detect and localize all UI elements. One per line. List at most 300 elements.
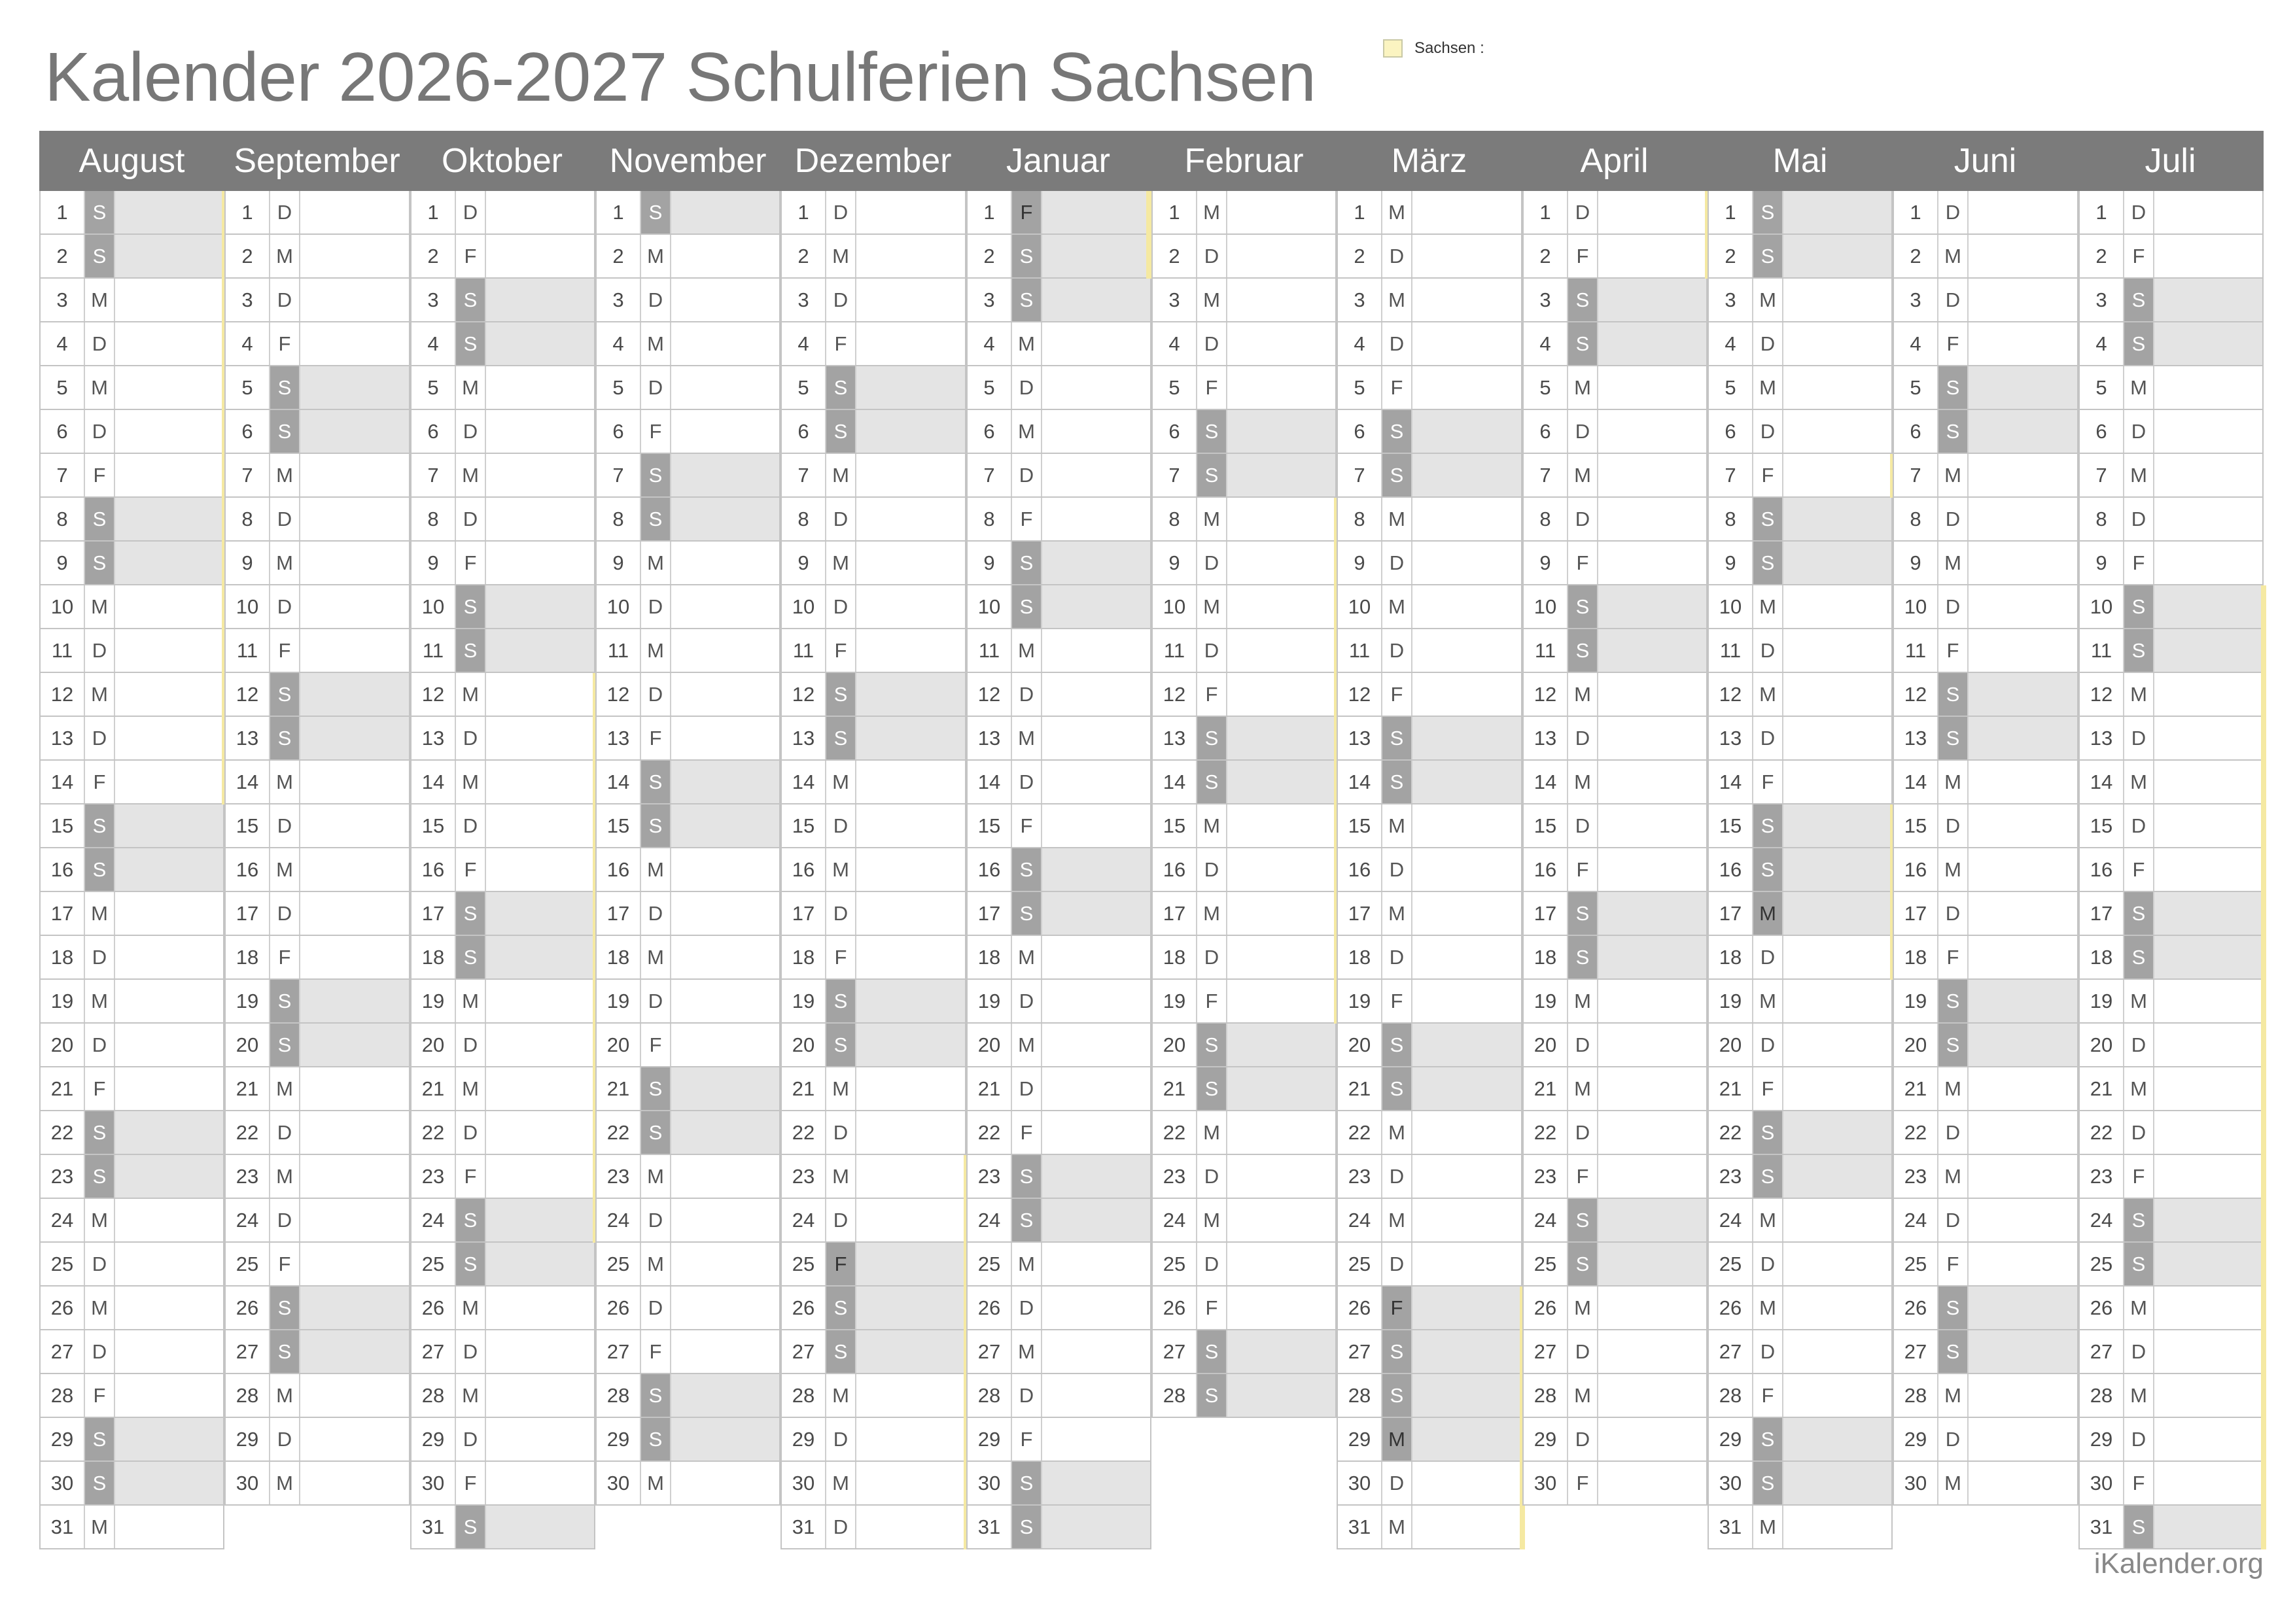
- day-weekday: D: [825, 279, 856, 321]
- day-number: 11: [607, 639, 629, 662]
- day-fill: [1227, 629, 1335, 672]
- day-fill: [1783, 848, 1891, 891]
- day-weekday: D: [825, 585, 856, 628]
- day-fill: [1969, 585, 2077, 628]
- day-row: [780, 1506, 966, 1549]
- day-fill: [2154, 542, 2262, 584]
- day-weekday: M: [825, 1374, 856, 1417]
- day-fill: [1598, 235, 1706, 277]
- day-weekday: D: [1567, 498, 1598, 540]
- day-fill: [856, 366, 965, 409]
- day-number: 4: [1725, 332, 1736, 355]
- day-weekday: F: [1567, 542, 1598, 584]
- day-number: 3: [612, 288, 624, 311]
- day-weekday: D: [84, 629, 115, 672]
- day-number: 16: [1533, 858, 1557, 881]
- day-weekday: F: [84, 761, 115, 803]
- day-number: 16: [50, 858, 74, 881]
- day-number: 17: [1904, 902, 1927, 925]
- day-row: [39, 936, 224, 980]
- day-fill: [300, 717, 409, 759]
- day-fill: [486, 1024, 594, 1066]
- day-weekday: F: [1196, 980, 1227, 1022]
- day-number: 28: [1348, 1384, 1371, 1407]
- day-fill: [671, 629, 779, 672]
- day-weekday: M: [2123, 673, 2154, 716]
- day-number: 21: [792, 1077, 815, 1100]
- day-fill: [486, 892, 594, 935]
- day-number: 22: [1533, 1121, 1557, 1144]
- day-number: 20: [1719, 1033, 1742, 1056]
- day-number: 6: [1725, 420, 1736, 443]
- day-weekday: M: [640, 235, 671, 277]
- day-row: [224, 936, 410, 980]
- day-fill: [1227, 1067, 1335, 1110]
- day-weekday: S: [1752, 1111, 1783, 1154]
- day-fill: [1042, 585, 1150, 628]
- day-fill: [486, 191, 594, 233]
- day-number: 5: [427, 376, 439, 399]
- day-row: [1522, 1243, 1708, 1287]
- day-weekday: S: [640, 498, 671, 540]
- day-weekday: S: [1752, 1418, 1783, 1460]
- day-weekday: F: [825, 629, 856, 672]
- day-row: [595, 1199, 780, 1243]
- day-fill: [1783, 1287, 1891, 1329]
- day-number: 17: [977, 902, 1001, 925]
- day-row: [595, 936, 780, 980]
- day-weekday: D: [2123, 1330, 2154, 1373]
- day-fill: [856, 936, 965, 978]
- day-fill: [115, 761, 223, 803]
- day-number: 9: [1539, 551, 1551, 574]
- day-weekday: D: [1567, 410, 1598, 453]
- day-weekday: S: [1011, 585, 1042, 628]
- day-fill: [1598, 1374, 1706, 1417]
- day-number: 8: [56, 508, 68, 530]
- day-number: 17: [606, 902, 630, 925]
- day-row: [1151, 1111, 1337, 1155]
- day-number: 15: [792, 814, 815, 837]
- day-number: 21: [1904, 1077, 1927, 1100]
- day-number: 18: [421, 946, 445, 969]
- day-weekday: S: [1937, 673, 1969, 716]
- day-number: 6: [241, 420, 253, 443]
- day-fill: [1042, 936, 1150, 978]
- day-fill: [671, 542, 779, 584]
- day-row: [595, 1155, 780, 1199]
- day-weekday: M: [825, 761, 856, 803]
- day-number: 3: [797, 288, 809, 311]
- day-row: [1151, 848, 1337, 892]
- day-row: [410, 454, 595, 498]
- day-fill: [1783, 366, 1891, 409]
- day-weekday: M: [455, 980, 486, 1022]
- day-row: [1708, 235, 1893, 279]
- day-row: [1337, 542, 1522, 585]
- day-weekday: F: [84, 1067, 115, 1110]
- day-row: [1522, 235, 1708, 279]
- day-fill: [1412, 673, 1521, 716]
- day-row: [1893, 279, 2078, 322]
- day-fill: [1783, 1374, 1891, 1417]
- day-weekday: S: [84, 804, 115, 847]
- day-fill: [486, 1155, 594, 1198]
- day-number: 21: [977, 1077, 1001, 1100]
- day-weekday: S: [1937, 410, 1969, 453]
- day-fill: [671, 936, 779, 978]
- day-row: [224, 980, 410, 1024]
- day-fill: [671, 1418, 779, 1460]
- day-weekday: S: [2123, 892, 2154, 935]
- day-weekday: M: [1381, 1418, 1412, 1460]
- day-row: [1893, 980, 2078, 1024]
- day-number: 1: [1725, 201, 1736, 224]
- day-fill: [856, 761, 965, 803]
- day-fill: [486, 980, 594, 1022]
- day-weekday: F: [1381, 673, 1412, 716]
- day-fill: [1227, 322, 1335, 365]
- day-row: [39, 980, 224, 1024]
- day-number: 18: [1904, 946, 1927, 969]
- day-weekday: M: [1011, 410, 1042, 453]
- day-number: 17: [421, 902, 445, 925]
- vacation-marker: [2261, 1024, 2266, 1067]
- day-number: 2: [1168, 245, 1180, 268]
- day-fill: [671, 1024, 779, 1066]
- day-row: [39, 366, 224, 410]
- day-fill: [300, 585, 409, 628]
- day-fill: [2154, 1418, 2262, 1460]
- day-number: 27: [236, 1340, 259, 1363]
- vacation-marker: [2261, 1330, 2266, 1374]
- day-fill: [1598, 848, 1706, 891]
- day-fill: [1412, 804, 1521, 847]
- day-number: 11: [1534, 639, 1556, 662]
- day-fill: [2154, 1067, 2262, 1110]
- day-fill: [115, 1024, 223, 1066]
- day-fill: [1412, 1199, 1521, 1241]
- day-number: 2: [1910, 245, 1921, 268]
- day-weekday: D: [640, 585, 671, 628]
- day-row: [1522, 585, 1708, 629]
- day-number: 29: [1348, 1428, 1371, 1451]
- day-weekday: M: [1752, 366, 1783, 409]
- day-weekday: M: [1567, 761, 1598, 803]
- day-row: [966, 366, 1151, 410]
- day-number: 21: [606, 1077, 630, 1100]
- day-row: [966, 498, 1151, 542]
- day-number: 21: [2090, 1077, 2113, 1100]
- day-number: 5: [56, 376, 68, 399]
- day-fill: [1598, 1111, 1706, 1154]
- day-fill: [1783, 1111, 1891, 1154]
- day-weekday: D: [269, 1111, 300, 1154]
- day-fill: [1969, 1462, 2077, 1504]
- day-weekday: M: [2123, 1287, 2154, 1329]
- day-number: 26: [1163, 1296, 1186, 1319]
- day-row: [2078, 454, 2264, 498]
- day-fill: [671, 279, 779, 321]
- day-number: 28: [606, 1384, 630, 1407]
- day-fill: [115, 1374, 223, 1417]
- vacation-marker: [2261, 1199, 2266, 1243]
- day-row: [1522, 1111, 1708, 1155]
- day-row: [1522, 1330, 1708, 1374]
- day-row: [1522, 892, 1708, 936]
- day-row: [39, 848, 224, 892]
- day-number: 2: [612, 245, 624, 268]
- day-fill: [1412, 892, 1521, 935]
- day-fill: [1598, 1243, 1706, 1285]
- day-number: 9: [797, 551, 809, 574]
- day-fill: [1042, 717, 1150, 759]
- day-row: [410, 1155, 595, 1199]
- day-weekday: D: [269, 804, 300, 847]
- day-number: 12: [421, 683, 445, 706]
- day-weekday: D: [2123, 191, 2154, 233]
- day-number: 31: [50, 1515, 74, 1538]
- day-number: 19: [606, 990, 630, 1012]
- day-number: 13: [1904, 727, 1927, 750]
- day-weekday: M: [1196, 585, 1227, 628]
- day-fill: [856, 1418, 965, 1460]
- day-weekday: D: [1752, 410, 1783, 453]
- day-row: [1522, 1155, 1708, 1199]
- day-row: [1522, 717, 1708, 761]
- day-row: [224, 1024, 410, 1067]
- month-name-mai: Mai: [1772, 142, 1828, 180]
- day-fill: [856, 1155, 965, 1198]
- day-number: 5: [983, 376, 995, 399]
- day-weekday: D: [1752, 322, 1783, 365]
- day-fill: [300, 1024, 409, 1066]
- day-weekday: S: [1011, 542, 1042, 584]
- day-number: 3: [1539, 288, 1551, 311]
- day-row: [410, 279, 595, 322]
- day-row: [595, 542, 780, 585]
- day-fill: [1969, 542, 2077, 584]
- day-fill: [1783, 279, 1891, 321]
- day-fill: [486, 410, 594, 453]
- day-number: 11: [236, 639, 258, 662]
- day-weekday: F: [1752, 1374, 1783, 1417]
- day-row: [1151, 1243, 1337, 1287]
- day-weekday: M: [84, 585, 115, 628]
- day-weekday: D: [1567, 804, 1598, 847]
- day-weekday: F: [455, 1462, 486, 1504]
- day-row: [595, 235, 780, 279]
- day-number: 29: [606, 1428, 630, 1451]
- day-row: [595, 410, 780, 454]
- day-weekday: S: [1381, 761, 1412, 803]
- day-number: 25: [977, 1253, 1001, 1275]
- day-fill: [2154, 1506, 2262, 1548]
- day-number: 24: [1533, 1209, 1557, 1232]
- month-name-november: November: [609, 142, 767, 180]
- day-number: 4: [56, 332, 68, 355]
- day-number: 25: [1533, 1253, 1557, 1275]
- day-weekday: M: [2123, 980, 2154, 1022]
- day-weekday: S: [2123, 1243, 2154, 1285]
- day-fill: [1042, 1287, 1150, 1329]
- day-number: 1: [1910, 201, 1921, 224]
- day-number: 14: [792, 770, 815, 793]
- day-number: 31: [792, 1515, 815, 1538]
- day-number: 26: [977, 1296, 1001, 1319]
- day-weekday: D: [2123, 410, 2154, 453]
- day-row: [1522, 1418, 1708, 1462]
- day-number: 4: [427, 332, 439, 355]
- day-weekday: D: [455, 1330, 486, 1373]
- vacation-marker: [2261, 673, 2266, 717]
- day-number: 4: [1168, 332, 1180, 355]
- day-weekday: S: [1937, 980, 1969, 1022]
- day-fill: [856, 673, 965, 716]
- day-number: 24: [2090, 1209, 2113, 1232]
- day-number: 8: [241, 508, 253, 530]
- day-fill: [1969, 717, 2077, 759]
- day-fill: [856, 191, 965, 233]
- day-weekday: D: [1937, 279, 1969, 321]
- day-number: 4: [1354, 332, 1365, 355]
- day-weekday: D: [1752, 1330, 1783, 1373]
- day-row: [224, 1287, 410, 1330]
- day-number: 26: [236, 1296, 259, 1319]
- day-number: 9: [612, 551, 624, 574]
- day-weekday: F: [1752, 454, 1783, 496]
- day-row: [780, 1462, 966, 1506]
- day-weekday: M: [1752, 1199, 1783, 1241]
- day-number: 2: [983, 245, 995, 268]
- day-number: 24: [1904, 1209, 1927, 1232]
- day-weekday: M: [1381, 585, 1412, 628]
- day-weekday: M: [1937, 235, 1969, 277]
- day-row: [410, 410, 595, 454]
- day-fill: [856, 629, 965, 672]
- day-row: [1708, 1330, 1893, 1374]
- day-fill: [671, 191, 779, 233]
- day-weekday: D: [2123, 717, 2154, 759]
- day-weekday: D: [269, 498, 300, 540]
- day-number: 11: [1904, 639, 1927, 662]
- day-row: [1893, 1155, 2078, 1199]
- day-fill: [1412, 1374, 1521, 1417]
- day-number: 4: [1910, 332, 1921, 355]
- day-row: [410, 585, 595, 629]
- day-fill: [1227, 235, 1335, 277]
- day-row: [1337, 1067, 1522, 1111]
- month-name-august: August: [79, 142, 185, 180]
- day-weekday: F: [84, 454, 115, 496]
- day-row: [410, 1111, 595, 1155]
- day-weekday: S: [825, 717, 856, 759]
- day-fill: [300, 936, 409, 978]
- day-fill: [1783, 410, 1891, 453]
- day-weekday: S: [1196, 717, 1227, 759]
- day-fill: [1969, 1374, 2077, 1417]
- day-row: [1337, 191, 1522, 235]
- day-weekday: S: [1752, 1462, 1783, 1504]
- vacation-marker: [2261, 761, 2266, 804]
- day-row: [1893, 410, 2078, 454]
- day-weekday: S: [640, 191, 671, 233]
- day-fill: [1042, 322, 1150, 365]
- day-number: 22: [1719, 1121, 1742, 1144]
- footer-brand: iKalender.org: [2094, 1547, 2264, 1580]
- day-fill: [1783, 1199, 1891, 1241]
- day-row: [966, 279, 1151, 322]
- day-fill: [1969, 1024, 2077, 1066]
- day-row: [1151, 191, 1337, 235]
- day-fill: [115, 279, 223, 321]
- day-number: 13: [1719, 727, 1742, 750]
- day-row: [1337, 1418, 1522, 1462]
- day-fill: [1042, 410, 1150, 453]
- day-number: 26: [1533, 1296, 1557, 1319]
- day-row: [595, 454, 780, 498]
- day-row: [1151, 980, 1337, 1024]
- day-row: [39, 1462, 224, 1506]
- day-row: [1337, 1024, 1522, 1067]
- day-fill: [2154, 629, 2262, 672]
- day-fill: [1412, 936, 1521, 978]
- day-fill: [1227, 366, 1335, 409]
- day-fill: [1969, 629, 2077, 672]
- day-fill: [1042, 454, 1150, 496]
- day-number: 19: [1719, 990, 1742, 1012]
- day-row: [39, 235, 224, 279]
- day-fill: [1412, 1067, 1521, 1110]
- day-fill: [486, 1418, 594, 1460]
- day-row: [2078, 1506, 2264, 1549]
- day-row: [1337, 1506, 1522, 1549]
- day-row: [1893, 1024, 2078, 1067]
- day-row: [1893, 585, 2078, 629]
- day-weekday: M: [1937, 1462, 1969, 1504]
- day-weekday: M: [1381, 1111, 1412, 1154]
- day-weekday: D: [84, 410, 115, 453]
- day-weekday: S: [1196, 1067, 1227, 1110]
- day-row: [39, 279, 224, 322]
- day-number: 8: [1725, 508, 1736, 530]
- day-row: [966, 980, 1151, 1024]
- day-number: 23: [2090, 1165, 2113, 1188]
- day-weekday: M: [1567, 454, 1598, 496]
- day-weekday: D: [1196, 629, 1227, 672]
- day-row: [1151, 235, 1337, 279]
- day-weekday: S: [269, 673, 300, 716]
- day-number: 1: [1539, 201, 1551, 224]
- day-row: [1151, 279, 1337, 322]
- day-fill: [1412, 761, 1521, 803]
- day-number: 28: [977, 1384, 1001, 1407]
- day-number: 14: [1348, 770, 1371, 793]
- day-fill: [1598, 454, 1706, 496]
- day-weekday: D: [2123, 498, 2154, 540]
- day-number: 23: [977, 1165, 1001, 1188]
- day-row: [1522, 366, 1708, 410]
- day-weekday: D: [84, 322, 115, 365]
- day-fill: [1042, 1155, 1150, 1198]
- day-number: 19: [1904, 990, 1927, 1012]
- day-weekday: S: [1752, 235, 1783, 277]
- day-weekday: S: [84, 1462, 115, 1504]
- day-fill: [1042, 1462, 1150, 1504]
- day-row: [224, 191, 410, 235]
- day-row: [1708, 191, 1893, 235]
- day-weekday: D: [640, 1199, 671, 1241]
